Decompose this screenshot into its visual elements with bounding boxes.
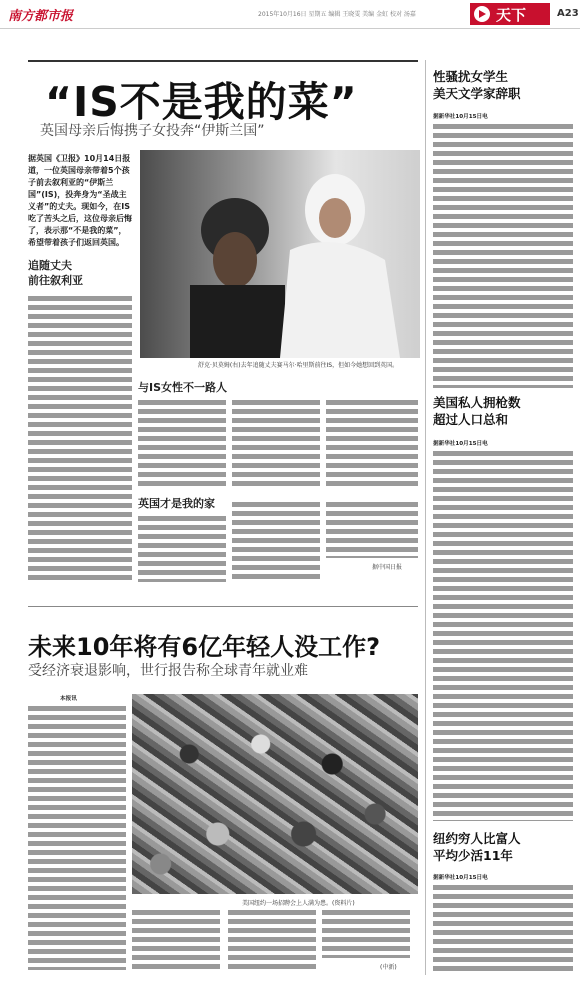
lead-photo — [140, 150, 420, 358]
second-headline: 未来10年将有6亿年轻人没工作? — [28, 633, 381, 661]
newspaper-logo: 南方都市报 — [8, 9, 74, 24]
arrow-icon — [474, 6, 490, 22]
column-divider — [425, 60, 426, 975]
right-headline-1: 性骚扰女学生 美天文学家辞职 — [433, 69, 521, 101]
lead-body-col2b — [138, 516, 226, 582]
second-body-col3 — [228, 910, 316, 970]
section-tab — [470, 3, 550, 25]
top-rule — [28, 60, 418, 62]
right-dateline-1: 据新华社10月15日电 — [433, 114, 488, 120]
lead-body-col3a — [232, 400, 320, 488]
lead-paragraph: 据英国《卫报》10月14日报道，一位英国母亲带着5个孩子前去叙利亚的“伊斯兰国”(IS)，投奔身为“圣战主义者”的丈夫。现如今，在IS吃了苦头之后，这位母亲后悔了，表示那“不是我的菜”，希望带着孩子们返回英国。 — [28, 154, 132, 247]
right-body-2 — [433, 451, 573, 821]
lead-body-col1 — [28, 296, 132, 582]
crowd-photo — [132, 694, 418, 894]
subhead-is-women: 与IS女性不一路人 — [138, 381, 228, 394]
right-dateline-2: 据新华社10月15日电 — [433, 441, 488, 447]
right-dateline-3: 据新华社10月15日电 — [433, 875, 488, 881]
issue-meta: 2015年10月16日 星期五 编辑 王晓雯 美编 金虹 校对 汤嘉 — [258, 11, 416, 18]
second-body-col4 — [322, 910, 410, 958]
right-headline-2: 美国私人拥枪数 超过人口总和 — [433, 395, 521, 427]
lead-body-col4b — [326, 502, 418, 558]
lead-body-col3b — [232, 502, 320, 582]
second-body-col1 — [28, 706, 126, 970]
lead-photo-caption: 舒克·贝莫姆(右)去年追随丈夫赛马尔·哈里斯前往IS，但如今她想回到英国。 — [198, 362, 399, 369]
right-body-3 — [433, 885, 573, 975]
second-photo-caption: 美国纽约一场招聘会上人满为患。(资料片) — [242, 900, 355, 907]
second-dek: 受经济衰退影响，世行报告称全球青年就业难 — [28, 663, 308, 679]
lead-byline: 据中国日报 — [372, 564, 403, 571]
subhead-follow-husband: 追随丈夫 前往叙利亚 — [28, 259, 83, 287]
page-number: A23 — [557, 8, 579, 19]
second-body-col2 — [132, 910, 220, 970]
couple-photo-graphic — [140, 150, 420, 358]
lead-body-col4a — [326, 400, 418, 488]
subhead-britain-home: 英国才是我的家 — [138, 497, 215, 510]
right-headline-3: 纽约穷人比富人 平均少活11年 — [433, 831, 521, 863]
second-source: (中新) — [380, 964, 397, 971]
lead-dek: 英国母亲后悔携子女投奔“伊斯兰国” — [40, 123, 265, 139]
section-label: 天下 — [496, 6, 527, 24]
lead-headline: “IS不是我的菜” — [45, 78, 358, 126]
story-divider — [28, 606, 418, 607]
right-body-1 — [433, 124, 573, 388]
lead-body-col2a — [138, 400, 226, 488]
second-reporter: 本报讯 — [60, 696, 77, 702]
